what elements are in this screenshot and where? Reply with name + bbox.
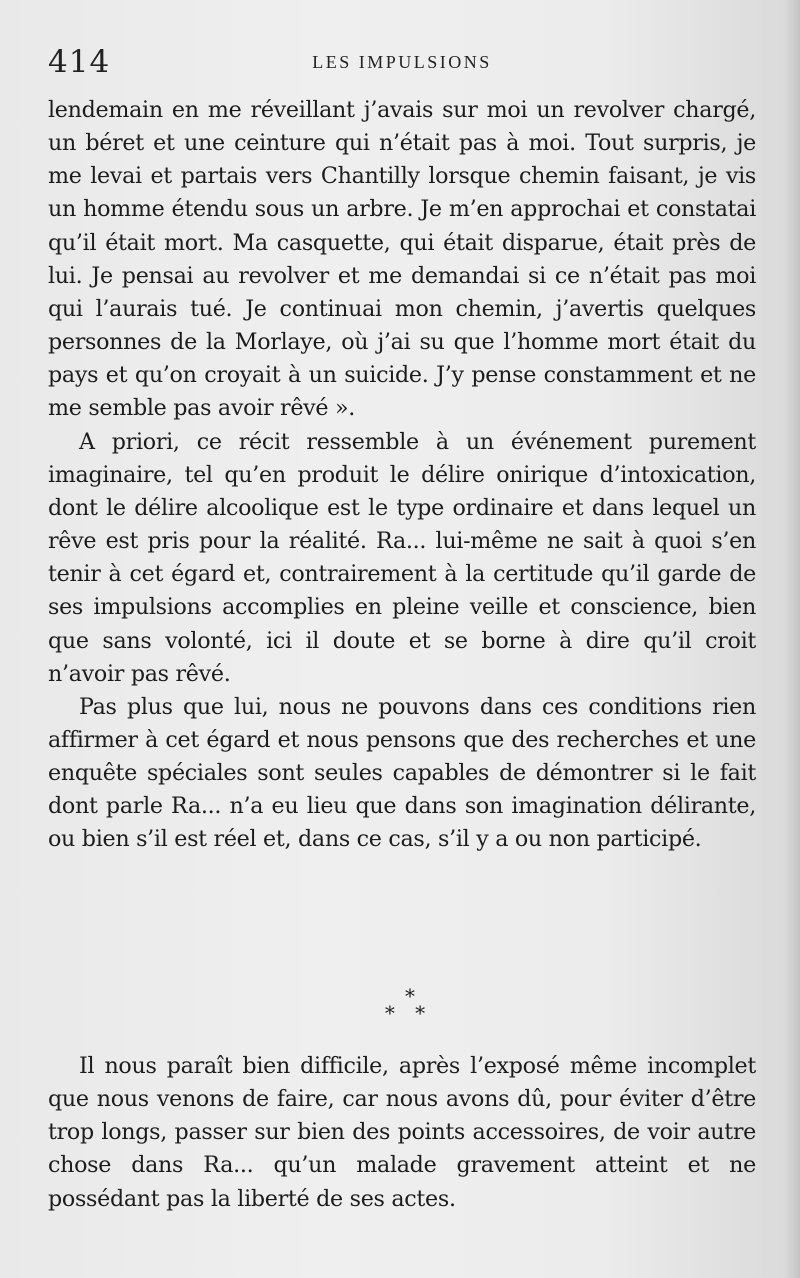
page-number: 414 <box>48 44 111 80</box>
separator-star-top: * <box>405 984 415 1008</box>
section-separator <box>48 984 756 1025</box>
paragraph-continued: lendemain en me réveillant j’avais sur moi un revolver chargé, un béret et une ceinture qui n’était pas à moi. Tout surpris, je me levai et partais vers Chantilly lorsque chemin faisant, je vis un homme étendu sous un arbre. Je m’en approchai et constatai qu’il était mort. Ma casquette, qui était disparue, était près de lui. Je pensai au revolver et me demandai si ce n’était pas moi qui l’aurais tué. Je continuai mon chemin, j’avertis quelques personnes de la Morlaye, où j’ai su que l’homme mort était du pays et qu’on croyait à un suicide. J’y pense constamment et ne me semble pas avoir rêvé ». <box>48 97 756 422</box>
closing-text <box>48 1050 756 1216</box>
page-header <box>48 42 756 82</box>
page-edge-shadow <box>784 0 800 1278</box>
paragraph: A priori, ce récit ressemble à un événement purement imaginaire, tel qu’en produit le délire onirique d’intoxication, dont le délire alcoolique est le type ordinaire et dans lequel un rêve est pris pour la réalité. Ra... lui-même ne sait à quoi s’en tenir à cet égard et, contrairement à la certitude qu’il garde de ses impulsions accomplies en pleine veille et conscience, bien que sans volonté, ici il doute et se borne à dire qu’il croit n’avoir pas rêvé. <box>48 428 756 687</box>
running-title: LES IMPULSIONS <box>312 52 492 72</box>
paragraph: Pas plus que lui, nous ne pouvons dans ces conditions rien affirmer à cet égard et nous pensons que des recherches et une enquête spéciales sont seules capables de démontrer si le fait dont parle Ra... n’a eu lieu que dans son imagination délirante, ou bien s’il est réel et, dans ce cas, s’il y a ou non participé. <box>48 693 756 853</box>
body-text <box>48 94 756 857</box>
separator-stars-bottom: * * <box>384 1001 426 1025</box>
closing-paragraph: Il nous paraît bien difficile, après l’exposé même incomplet que nous venons de faire, car nous avons dû, pour éviter d’être trop longs, passer sur bien des points accessoires, de voir autre chose dans Ra... qu’un malade gravement atteint et ne possédant pas la liberté de ses actes. <box>48 1053 756 1212</box>
